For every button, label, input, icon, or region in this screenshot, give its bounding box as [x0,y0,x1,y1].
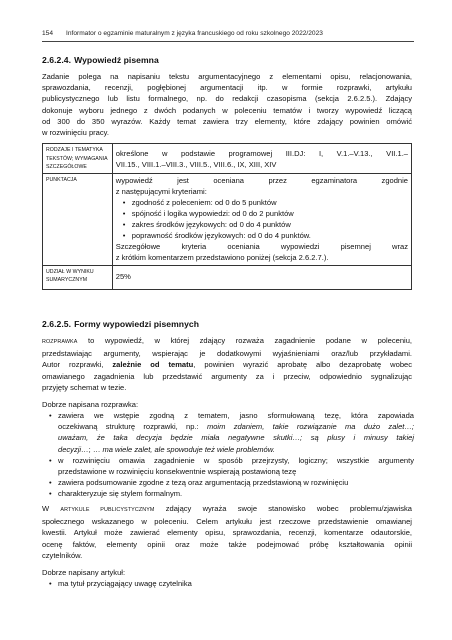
paragraph-line: Dobrze napisany artykuł: [42,568,126,577]
text-run: to wypowiedź, w której zdający rozważa zagadnienie podane w poleceniu, [77,336,412,345]
list-item: • zakres środków językowych: od 0 do 4 punktów [116,219,408,230]
term-article: ARTYKULE PUBLICYSTYCZNYM [60,507,155,513]
paragraph-line [42,335,412,348]
item-line [58,421,414,432]
table-row [43,144,412,174]
example-phrase: decyzji… [58,444,89,454]
scoring-criteria-list [116,197,408,241]
row-label-text-types: RODZAJE I TEMATYKA TEKSTÓW; WYMAGANIA SZCZEGÓŁOWE [43,144,113,174]
text-run: W [42,504,61,513]
paragraph-line: od 300 do 350 wyrazów. Każdy temat zawiera trzy elementy, które zdający powinien omówić [42,116,412,126]
paragraph-line: Dobrze napisana rozprawka: [42,400,139,409]
page-header [42,30,414,37]
paragraph-line: omawianego zagadnienia lub przedstawić argumenty za i przeciw, odpowiednio sygnalizując [42,371,412,381]
example-phrase: moim zdaniem, takie rozwiązanie ma dużo zalet…; [206,422,415,432]
item-line: przedstawione w rozwinięciu konsekwentnie wspierają postawioną tezę [58,467,297,477]
section-heading-2-6-2-5 [42,319,199,329]
cell-line: określone w podstawie programowej III.DJ: I, V.1.–V.13., VII.1.– [115,149,408,158]
criteria-table [42,143,412,290]
row-value-scoring [112,173,411,265]
section-title: Formy wypowiedzi pisemnych [74,319,200,329]
cell-line: wypowiedź jest oceniana przez egzaminatora zgodnie [115,175,408,185]
header-divider [42,41,414,42]
paragraph-line: kwestii. Artykuł może zawierać elementy opisu, sprawozdania, recenzji, komentarze odautorskie, [42,528,412,538]
item-line: • ma tytuł przyciągający uwagę czytelnika [58,579,192,588]
table-row [43,173,412,265]
item-line: • w rozwinięciu omawia zagadnienie w sposób przejrzysty, logiczny; wszystkie argumenty [58,455,414,465]
paragraph-line: czytelników. [42,550,83,560]
paragraph-line: przyjęty schemat w tezie. [42,382,127,392]
list-item [42,488,414,499]
text-run: ; … [88,444,103,454]
text-run: zdający wyraża swoje stanowisko wobec problemu/zjawiska [154,504,412,513]
list-item [42,410,414,455]
paragraph-line [42,359,412,370]
cell-line: z następującymi kryteriami: [115,186,207,196]
essay-requirements-list [42,410,414,500]
paragraph-line: dokonuje wyboru jednego z dwóch podanych w poleceniu tematów i tworzy wypowiedź liczącą [42,105,412,115]
paragraph-line: w rozwinięciu pracy. [42,128,109,138]
table-row [43,265,412,289]
article-good-lead [42,567,412,578]
header-title: Informator o egzaminie maturalnym z języka francuskiego od roku szkolnego 2022/2023 [66,30,323,37]
essay-good-lead [42,399,412,410]
page-number: 154 [42,30,54,37]
emphasis-topic-dependent: zależnie od tematu [112,360,194,370]
list-item [42,455,414,477]
article-description-paragraph [42,503,412,561]
text-run: Autor rozprawki, [42,360,113,370]
section-heading-2-6-2-4 [42,55,159,65]
term-essay: ROZPRAWKA [42,339,78,345]
list-item [42,477,414,488]
paragraph-line: przedstawiając argumenty, wspierając je dodatkowymi wyjaśnieniami oraz/lub przykładami. [42,349,412,359]
paragraph-line: Zadanie polega na napisaniu tekstu argumentacyjnego z elementami opisu, relacjonowania, [42,72,412,81]
row-label-weight: UDZIAŁ W WYNIKU SUMARYCZNYM [43,265,113,289]
item-line: • zawiera we wstępie zgodną z tematem, jasno sformułowaną tezę, która zapowiada [58,411,414,420]
item-line: uważam, że taka decyzja będzie miała negatywne skutki…; są plusy i minusy takiej [58,433,414,443]
task-description-paragraph [42,71,412,138]
row-value-weight: 25% [112,265,411,289]
text-run: , powinien wyrazić aprobatę albo dezaprobatę wobec [193,360,412,370]
article-requirements-list [42,578,414,589]
item-line [58,444,414,455]
row-label-scoring: PUNKTACJA [43,173,113,265]
list-item [42,578,414,589]
paragraph-line: publicystycznego lub listu formalnego, np. do redakcji czasopisma (sekcja 2.6.2.5.). Zdający [42,94,412,104]
section-number: 2.6.2.5. [42,319,72,329]
list-item: • poprawność środków językowych: od 0 do 4 punktów. [116,230,408,241]
paragraph-line [42,503,412,516]
list-item: • zgodność z poleceniem: od 0 do 5 punktów [116,197,408,208]
section-title: Wypowiedź pisemna [74,55,159,65]
row-value-text-types [112,144,411,174]
paragraph-line: sprawozdania, recenzji, pogłębionej argumentacji itp. w formie rozprawki, artykułu [42,83,412,93]
cell-line: VII.15., VIII.1.–VIII.3., VIII.5., VIII.6., IX, XIII, XIV [115,160,277,170]
paragraph-line: ocenę faktów, elementy opinii oraz może także podejmować próbę kształtowania opinii [42,539,412,549]
section-number: 2.6.2.4. [42,55,72,65]
cell-line: Szczegółowe kryteria oceniania wypowiedzi pisemnej wraz [115,242,408,252]
text-run: oczekiwaną strukturę rozprawki, np.: [58,422,207,432]
paragraph-line: społecznego wskazanego w poleceniu. Celem artykułu jest rzeczowe przedstawienie omawianej [42,517,412,527]
item-line: • zawiera podsumowanie zgodne z tezą oraz argumentacją przedstawioną w rozwinięciu [58,478,349,488]
cell-line: z krótkim komentarzem przedstawiono poniżej (sekcja 2.6.2.7.). [115,253,329,263]
essay-description-paragraph [42,335,412,393]
list-item: • spójność i logika wypowiedzi: od 0 do 2 punktów [116,208,408,219]
example-phrase: ma wiele zalet, ale spowoduje też wiele problemów. [102,444,275,454]
item-line: • charakteryzuje się stylem formalnym. [58,489,183,499]
